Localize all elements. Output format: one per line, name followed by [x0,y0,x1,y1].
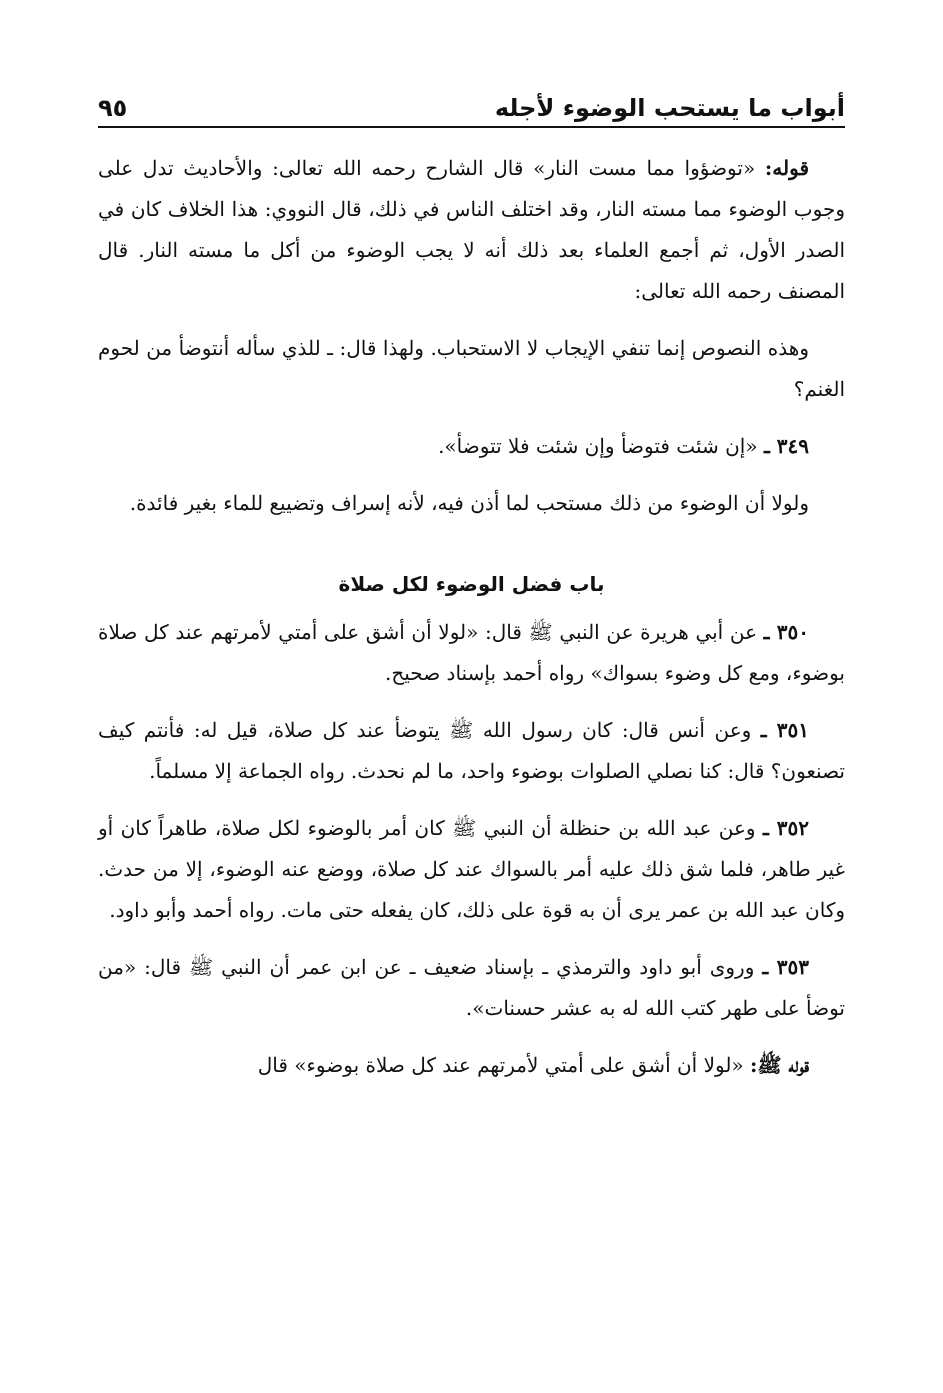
paragraph-conclusion [98,483,845,524]
hadith-number: ٣٥٣ ـ [762,955,809,979]
paragraph-text: «توضؤوا مما مست النار» قال الشارح رحمه الله تعالى: والأحاديث تدل على وجوب الوضوء مما مسته النار، وقد اختلف الناس في ذلك، قال النووي: هذا الخلاف كان في الصدر الأول، ثم أجمع العلماء بعد ذلك أنه لا يجب الوضوء من أكل ما مسته النار. قال المصنف رحمه الله تعالى: [98,156,845,303]
header-title: أبواب ما يستحب الوضوء لأجله [494,94,845,122]
hadith-text: وعن أنس قال: كان رسول الله ﷺ يتوضأ عند كل صلاة، قيل له: فأنتم كيف تصنعون؟ قال: كنا نصلي الصلوات بوضوء واحد، ما لم نحدث. رواه الجماعة إلا مسلماً. [98,718,845,783]
paragraph-lead: قوله: [764,156,809,180]
hadith-text: وروى أبو داود والترمذي ـ بإسناد ضعيف ـ عن ابن عمر أن النبي ﷺ قال: «من توضأ على طهر كتب الله له به عشر حسنات». [98,955,845,1020]
hadith-number: ٣٥٢ ـ [762,816,809,840]
paragraph-text: ولولا أن الوضوء من ذلك مستحب لما أذن فيه، لأنه إسراف وتضييع للماء بغير فائدة. [129,491,809,515]
hadith-351 [98,710,845,792]
paragraph-explanation [98,328,845,410]
hadith-text: وعن عبد الله بن حنظلة أن النبي ﷺ كان أمر بالوضوء لكل صلاة، طاهراً كان أو غير طاهر، فلما شق ذلك عليه أمر بالسواك عند كل صلاة، ووضع عنه الوضوء، إلا من حدث. وكان عبد الله بن عمر يرى أن به قوة على ذلك، كان يفعله حتى مات. رواه أحمد وأبو داود. [98,816,845,922]
hadith-353 [98,947,845,1029]
page-body [98,148,845,1086]
hadith-352 [98,808,845,931]
paragraph-lead: قوله ﷺ: [750,1053,809,1077]
hadith-number: ٣٤٩ ـ [763,434,809,458]
paragraph-commentary-start [98,1045,845,1086]
paragraph-text: وهذه النصوص إنما تنفي الإيجاب لا الاستحباب. ولهذا قال: ـ للذي سأله أنتوضأ من لحوم الغنم؟ [98,336,845,401]
hadith-text: «إن شئت فتوضأ وإن شئت فلا تتوضأ». [438,434,764,458]
paragraph-commentary [98,148,845,312]
hadith-text: عن أبي هريرة عن النبي ﷺ قال: «لولا أن أشق على أمتي لأمرتهم عند كل صلاة بوضوء، ومع كل وضوء بسواك» رواه أحمد بإسناد صحيح. [98,620,845,685]
paragraph-text: «لولا أن أشق على أمتي لأمرتهم عند كل صلاة بوضوء» قال [257,1053,751,1077]
hadith-349 [98,426,845,467]
hadith-number: ٣٥١ ـ [760,718,810,742]
hadith-350 [98,612,845,694]
hadith-number: ٣٥٠ ـ [763,620,810,644]
page-number: ٩٥ [98,94,128,122]
section-heading: باب فضل الوضوء لكل صلاة [338,572,605,596]
running-header [98,78,845,128]
